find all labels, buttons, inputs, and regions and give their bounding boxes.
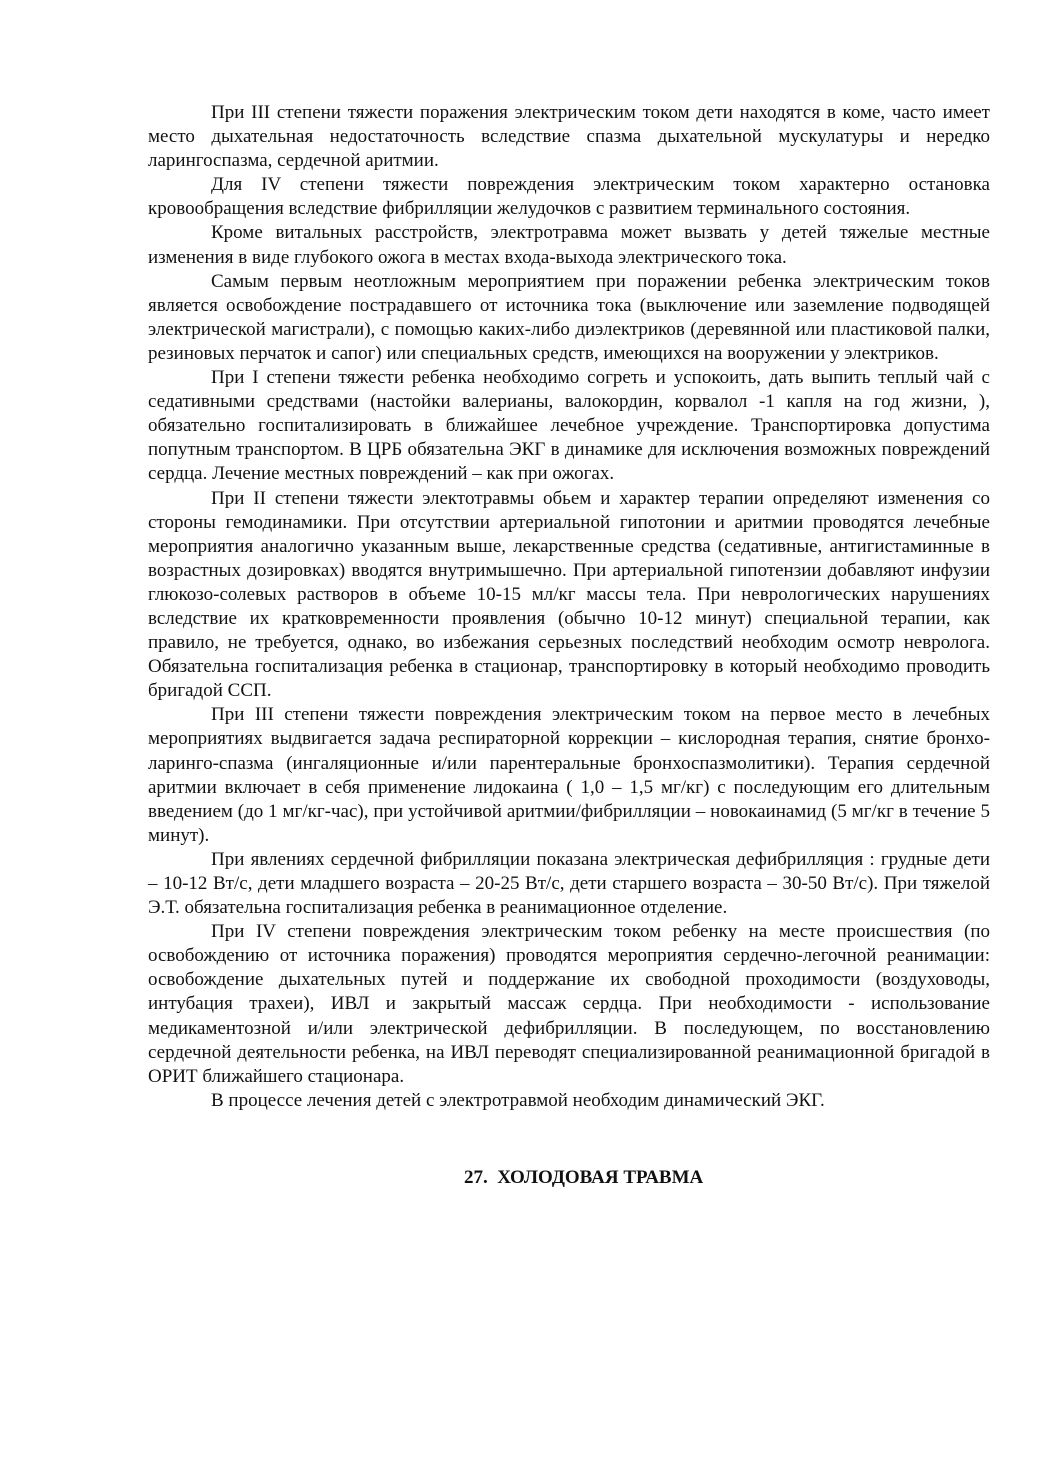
paragraph-ecg-monitoring: В процессе лечения детей с электротравмой необходим динамический ЭКГ. [211, 1089, 825, 1111]
document-page [148, 101, 990, 1190]
paragraph-grade-3-treatment: При III степени тяжести повреждения электрическим током на первое место в лечебных мероприятиях выдвигается задача респираторной коррекции – кислородная терапия, снятие бронхо- ларинго-спазма (ингаляционные и/или парентеральные бронхоспазмолитики). Терапия сердечной аритмии включает в себя применение лидокаина ( 1,0 – 1,5 мг/кг) с последующим его длительным введением (до 1 мг/кг-час), при устойчивой аритмии/фибрилляции – новокаинамид (5 мг/кг в течение 5 минут). [148, 704, 990, 846]
paragraph-grade-4-symptoms: Для IV степени тяжести повреждения электрическим током характерно остановка кровообращения вследствие фибрилляции желудочков с развитием терминального состояния. [148, 174, 990, 220]
paragraph-defibrillation: При явлениях сердечной фибрилляции показана электрическая дефибрилляция : грудные дети – 10-12 Вт/с, дети младшего возраста – 20-25 Вт/с, дети старшего возраста – 30-50 Вт/с). При тяжелой Э.Т. обязательна госпитализация ребенка в реанимационное отделение. [148, 848, 990, 919]
paragraph-first-aid: Самым первым неотложным мероприятием при поражении ребенка электрическим токов является освобождение пострадавшего от источника тока (выключение или заземление подводящей электрической магистрали), с помощью каких-либо диэлектриков (деревянной или пластиковой палки, резиновых перчаток и сапог) или специальных средств, имеющихся на вооружении у электриков. [148, 270, 990, 364]
section-heading: 27. ХОЛОДОВАЯ ТРАВМА [464, 1166, 704, 1188]
paragraph-local-burns: Кроме витальных расстройств, электротравма может вызвать у детей тяжелые местные изменения в виде глубокого ожога в местах входа-выхода электрического тока. [148, 222, 990, 268]
paragraph-grade-4-treatment: При IV степени повреждения электрическим током ребенку на месте происшествия (по освобождению от источника поражения) проводятся мероприятия сердечно-легочной реанимации: освобождение дыхательных путей и поддержание их свободной проходимости (воздуховоды, интубация трахеи), ИВЛ и закрытый массаж сердца. При необходимости - использование медикаментозной и/или электрической дефибрилляции. В последующем, по восстановлению сердечной деятельности ребенка, на ИВЛ переводят специализированной реанимационной бригадой в ОРИТ ближайшего стационара. [148, 921, 990, 1087]
paragraph-grade-2-treatment: При II степени тяжести электотравмы обьем и характер терапии определяют изменения со стороны гемодинамики. При отсутствии артериальной гипотонии и аритмии проводятся лечебные мероприятия аналогично указанным выше, лекарственные средства (седативные, антигистаминные в возрастных дозировках) вводятся внутримышечно. При артериальной гипотензии добавляют инфузии глюкозо-солевых растворов в объеме 10-15 мл/кг массы тела. При неврологических нарушениях вследствие их кратковременности проявления (обычно 10-12 минут) специальной терапии, как правило, не требуется, однако, во избежания серьезных последствий необходим осмотр невролога. Обязательна госпитализация ребенка в стационар, транспортировку в который необходимо проводить бригадой ССП. [148, 487, 990, 702]
paragraph-grade-3-symptoms: При III степени тяжести поражения электрическим током дети находятся в коме, часто имеет место дыхательная недостаточность вследствие спазма дыхательной мускулатуры и нередко ларингоспазма, сердечной аритмии. [148, 102, 990, 172]
paragraph-grade-1-treatment: При I степени тяжести ребенка необходимо согреть и успокоить, дать выпить теплый чай с седативными средствами (настойки валерианы, валокордин, корвалол -1 капля на год жизни, ), обязательно госпитализировать в ближайшее лечебное учреждение. Транспортировка допустима попутным транспортом. В ЦРБ обязательна ЭКГ в динамике для исключения возможных повреждений сердца. Лечение местных повреждений – как при ожогах. [148, 367, 990, 485]
